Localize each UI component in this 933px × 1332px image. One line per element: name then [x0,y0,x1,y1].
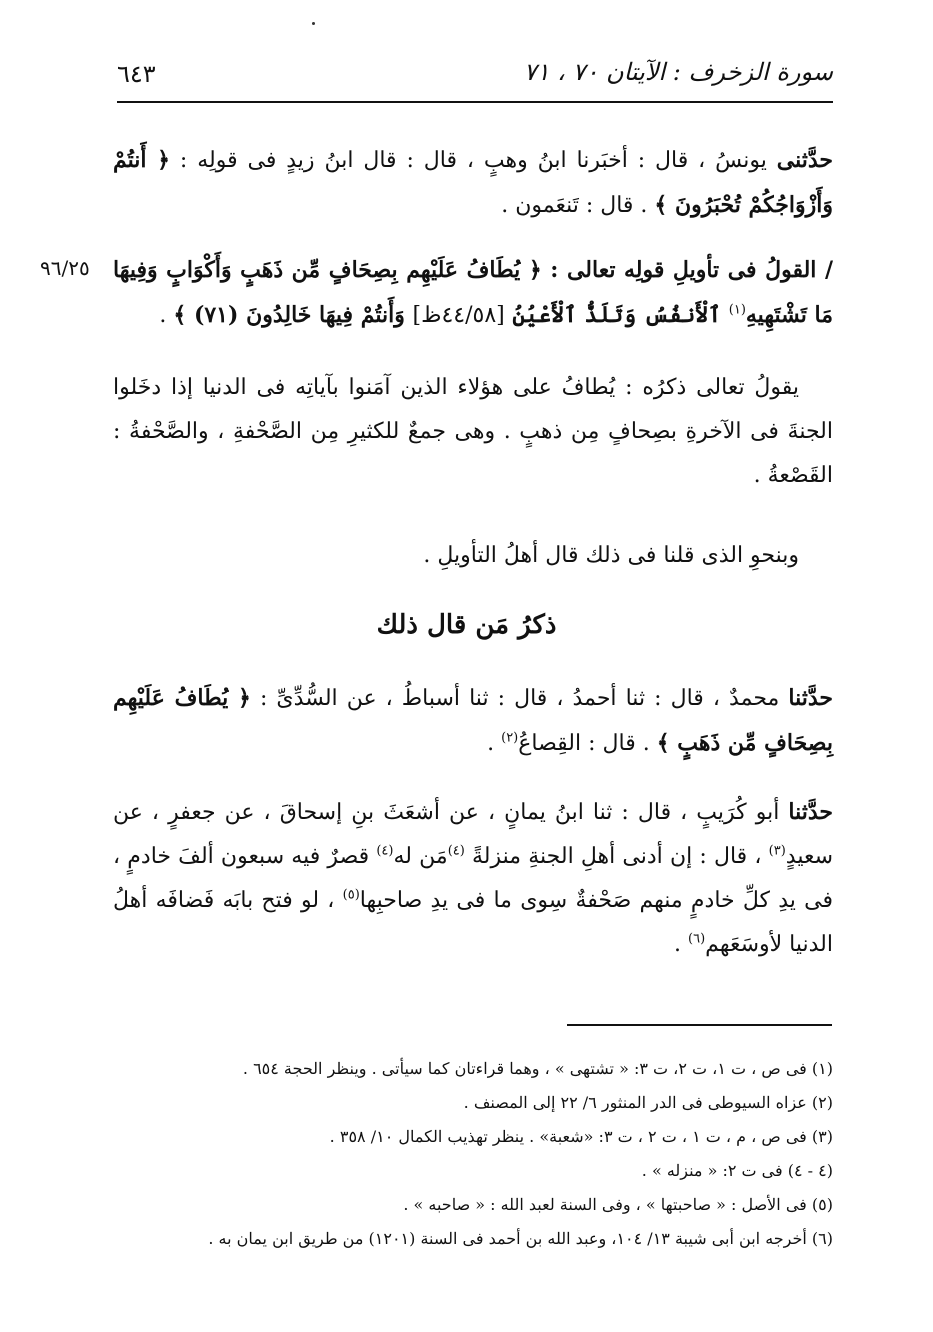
paragraph-5 [113,676,833,766]
footnote-marker: (٦) [688,931,706,947]
footnote-4: (٤ - ٤) فى ت ٢: « منزله » . [641,1161,833,1180]
paragraph-text: ، قال : إن أدنى أهلِ الجنةِ منزلةً [464,844,769,869]
footnote-marker: (١) [728,302,746,318]
footnote-6: (٦) أخرجه ابن أبى شيبة ١٣/ ١٠٤، وعبد الله بن أحمد فى السنة (١٢٠١) من طريق ابن يمان به . [208,1229,833,1248]
paragraph-text: . [674,932,689,957]
footnote-marker: (٤) [376,843,394,859]
paragraph-lead: حدَّثنا [788,685,833,711]
footnote-5: (٥) فى الأصل : « صاحبتها » ، وفى السنة لعبد الله : « صاحبه » . [403,1195,833,1214]
paragraph-text: . [159,303,174,328]
section-title: ذكرُ مَن قال ذلك [376,610,557,640]
paragraph-text: ، لو فتح بابَه فَضافَه أهلُ الدنيا لأوسَعَهم [113,888,833,957]
running-head: سورة الزخرف : الآيتان ٧٠ ، ٧١ [523,58,833,86]
manuscript-reference: [٤٤/٥٨ظ] [412,303,505,328]
paragraph-1 [113,138,833,228]
footnote-3: (٣) فى ص ، م ، ت ١ ، ت ٢ ، ت ٣: «شعبة» . ينظر تهذيب الكمال ١٠/ ٣٥٨ . [329,1127,833,1146]
paragraph-lead: حدَّثنى [776,147,833,173]
paragraph-lead: حدَّثنا [788,799,833,825]
footnote-rule [567,1024,832,1026]
quran-verse: ﴿ يُطَافُ عَلَيْهِم بِصِحَافٍ مِّن ذَهَبٍ وَأَكْوَابٍ وَفِيهَا مَا تَشْتَهِيهِ [113,257,833,328]
quran-verse: ﴿ أَنتُمْ وَأَزْوَاجُكُمْ تُحْبَرُونَ ﴾ [113,147,833,218]
paragraph-text: يونسُ ، قال : أخبَرنا ابنُ وهبٍ ، قال : قال ابنُ زيدٍ فى قولِه : [169,148,777,173]
footnote-marker: (٥) [342,887,360,903]
paragraph-2 [113,248,833,338]
paragraph-4 [113,534,833,578]
footnote-marker: (٢) [501,730,519,746]
paragraph-lead: / القولُ فى تأويلِ قولِه تعالى : [541,257,833,283]
footnote-1: (١) فى ص ، ت ١، ت ٢، ت ٣: « تشتهى » ، وهما قراءتان كما سيأتى . وينظر الحجة ٦٥٤ . [242,1059,833,1078]
quran-verse: ٱلْأَنفُسُ وَتَلَذُّ ٱلْأَعْيُنُ [504,302,729,328]
speck-mark [312,22,315,25]
page-header [117,52,833,98]
paragraph-3 [113,366,833,498]
page-number: ٦٤٣ [117,60,156,88]
footnotes [113,1052,833,1256]
paragraph-6 [113,790,833,967]
paragraph-text: أبو كُرَيبٍ ، قال : ثنا ابنُ يمانٍ ، عن أشعَثَ بنِ إسحاقَ ، عن جعفرٍ ، عن سعيدٍ [113,800,833,869]
paragraph-text: يقولُ تعالى ذكرُه : يُطافُ على هؤلاء الذين آمَنوا بآياتِه فى الدنيا إذا دخَلوا الجنةَ فى الآخرةِ بصِحافٍ مِن ذهبٍ . وهى جمعٌ للكثيرِ مِن الصَّحْفةِ ، والصَّحْفةُ : القَصْعةُ . [113,375,833,488]
paragraph-text: . قال : القِصاعُ [518,731,657,756]
footnote-2: (٢) عزاه السيوطى فى الدر المنثور ٦/ ٢٢ إلى المصنف . [463,1093,833,1112]
paragraph-text: . [487,731,502,756]
paragraph-text: وبنحوِ الذى قلنا فى ذلك قال أهلُ التأويلِ . [423,543,799,568]
footnote-marker: (٣) [768,843,786,859]
paragraph-text: قصرٌ فيه سبعون ألفَ خادمٍ ، فى يدِ كلِّ خادمٍ منهم صَحْفةٌ سِوى ما فى يدِ صاحبِها [113,844,833,913]
margin-reference: ٩٦/٢٥ [40,256,90,280]
quran-verse: ﴿ يُطَافُ عَلَيْهِم بِصِحَافٍ مِّن ذَهَبٍ ﴾ [113,685,833,756]
quran-verse: وَأَنتُمْ فِيهَا خَالِدُونَ (٧١) ﴾ [173,302,413,328]
paragraph-text: محمدٌ ، قال : ثنا أحمدُ ، قال : ثنا أسباطُ ، عن السُّدِّىِّ : [250,686,789,711]
header-rule [117,101,833,103]
paragraph-text: . قال : تَنعَمون . [501,193,655,218]
footnote-marker: (٤) [447,843,465,859]
paragraph-text: مَن له [393,844,448,869]
